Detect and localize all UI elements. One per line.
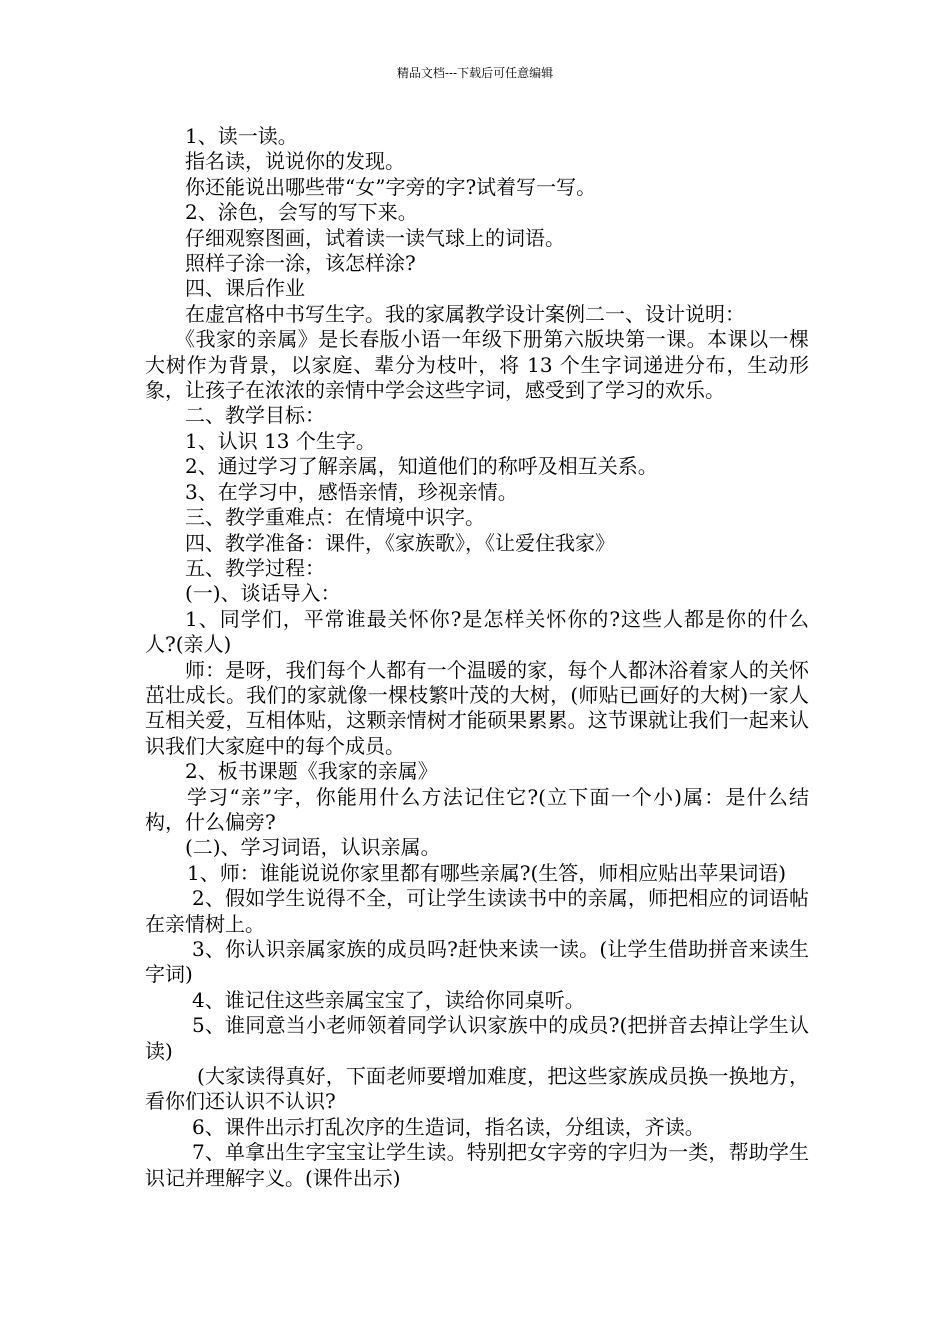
paragraph: 1、认识 13 个生字。 <box>185 428 376 453</box>
paragraph: 五、教学过程： <box>185 555 325 580</box>
paragraph: 学习“亲”字，你能用什么方法记住它?(立下面一个小)属：是什么结构，什么偏旁? <box>145 784 809 834</box>
paragraph: 三、教学重难点：在情境中识字。 <box>185 505 485 530</box>
paragraph: 5、谁同意当小老师领着同学认识家族中的成员?(把拼音去掉让学生认读) <box>145 1013 809 1063</box>
paragraph: 2、涂色，会写的写下来。 <box>185 200 418 225</box>
paragraph: 四、课后作业 <box>185 276 305 301</box>
paragraph: 在虚宫格中书写生字。我的家属教学设计案例二一、设计说明： <box>185 301 745 326</box>
paragraph: 4、谁记住这些亲属宝宝了，读给你同桌听。 <box>192 987 585 1012</box>
paragraph: 师：是呀，我们每个人都有一个温暖的家，每个人都沐浴着家人的关怀茁壮成长。我们的家就像一棵枝繁叶茂的大树，(师贴已画好的大树)一家人互相关爱，互相体贴，这颗亲情树才能硕果累累。这节课就让我们一起来认识我们大家庭中的每个成员。 <box>145 657 809 758</box>
paragraph: 3、在学习中，感悟亲情，珍视亲情。 <box>185 479 518 504</box>
page-header: 精品文档---下载后可任意编辑 <box>396 66 554 80</box>
paragraph: 2、通过学习了解亲属，知道他们的称呼及相互关系。 <box>185 454 658 479</box>
document-body <box>145 124 809 1191</box>
paragraph: 四、教学准备：课件，《家族歌》，《让爱住我家》 <box>185 530 615 555</box>
paragraph: 《我家的亲属》是长春版小语一年级下册第六版块第一课。本课以一棵大树作为背景，以家庭、辈分为枝叶，将 13 个生字词递进分布，生动形象，让孩子在浓浓的亲情中学会这些字词，感受到了学习的欢乐。 <box>145 327 809 403</box>
paragraph: 仔细观察图画，试着读一读气球上的词语。 <box>185 225 565 250</box>
paragraph: 你还能说出哪些带“女”字旁的字?试着写一写。 <box>185 174 597 199</box>
paragraph: 1、同学们，平常谁最关怀你?是怎样关怀你的?这些人都是你的什么人?(亲人) <box>145 606 809 657</box>
paragraph: 1、读一读。 <box>185 124 298 148</box>
paragraph: 照样子涂一涂，该怎样涂? <box>185 251 416 276</box>
paragraph: (一)、谈话导入： <box>185 581 341 606</box>
paragraph: (二)、学习词语，认识亲属。 <box>185 835 441 860</box>
paragraph: 3、你认识亲属家族的成员吗?赶快来读一读。(让学生借助拼音来读生字词) <box>145 937 809 987</box>
paragraph: 2、假如学生说得不全，可让学生读读书中的亲属，师把相应的词语帖在亲情树上。 <box>145 886 809 936</box>
paragraph: 2、板书课题《我家的亲属》 <box>185 759 438 784</box>
paragraph: 二、教学目标： <box>185 403 325 428</box>
paragraph: 1、师：谁能说说你家里都有哪些亲属?(生答，师相应贴出苹果词语) <box>187 860 787 885</box>
paragraph: (大家读得真好，下面老师要增加难度，把这些家族成员换一换地方，看你们还认识不认识? <box>145 1064 809 1114</box>
paragraph: 指名读，说说你的发现。 <box>185 149 405 174</box>
paragraph: 7、单拿出生字宝宝让学生读。特别把女字旁的字归为一类，帮助学生识记并理解字义。(课件出示) <box>145 1140 809 1190</box>
paragraph: 6、课件出示打乱次序的生造词，指名读，分组读，齐读。 <box>192 1114 705 1139</box>
